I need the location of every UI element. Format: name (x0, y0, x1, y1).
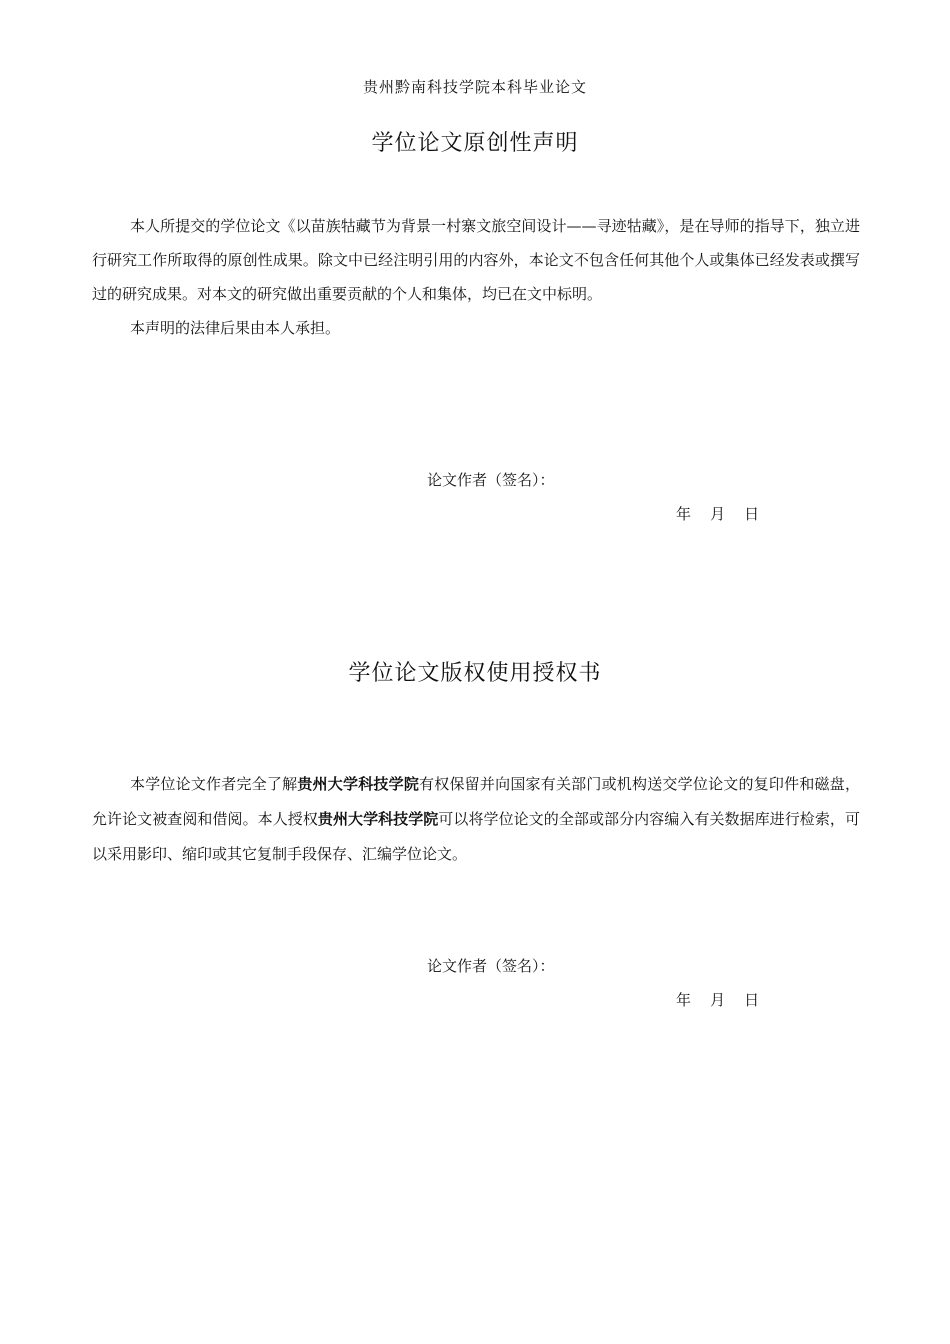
declaration-date-label: 年 月 日 (676, 505, 760, 523)
declaration-signature-label: 论文作者（签名）： (427, 471, 555, 489)
authorization-paragraph (92, 767, 860, 872)
running-header: 贵州黔南科技学院本科毕业论文 (362, 78, 587, 96)
authorization-text-b: 有权保留并向国家有关部门或机构送交学位论文的复印件和磁盘，允许论文被查阅和借阅。本人授权 (92, 775, 860, 828)
authorization-title: 学位论文版权使用授权书 (348, 661, 602, 686)
authorization-signature-label: 论文作者（签名）： (427, 957, 555, 975)
declaration-paragraph-1: 本人所提交的学位论文《以苗族牯藏节为背景一村寨文旅空间设计——寻迹牯藏》，是在导师的指导下，独立进行研究工作所取得的原创性成果。除文中已经注明引用的内容外，本论文不包含任何其他个人或集体已经发表或撰写过的研究成果。对本文的研究做出重要贡献的个人和集体，均已在文中标明。 (92, 217, 860, 303)
authorization-date-label: 年 月 日 (676, 991, 760, 1009)
authorization-body (92, 767, 860, 872)
school-name-2: 贵州大学科技学院 (317, 810, 439, 828)
authorization-text-c: 可以将学位论文的全部或部分内容编入有关数据库进行检索，可以采用影印、缩印或其它复制手段保存、汇编学位论文。 (92, 810, 860, 863)
declaration-paragraph-2: 本声明的法律后果由本人承担。 (130, 319, 341, 337)
authorization-text-a: 本学位论文作者完全了解 (130, 775, 298, 793)
declaration-body (92, 209, 860, 345)
school-name-1: 贵州大学科技学院 (297, 775, 420, 793)
declaration-title: 学位论文原创性声明 (371, 131, 579, 156)
